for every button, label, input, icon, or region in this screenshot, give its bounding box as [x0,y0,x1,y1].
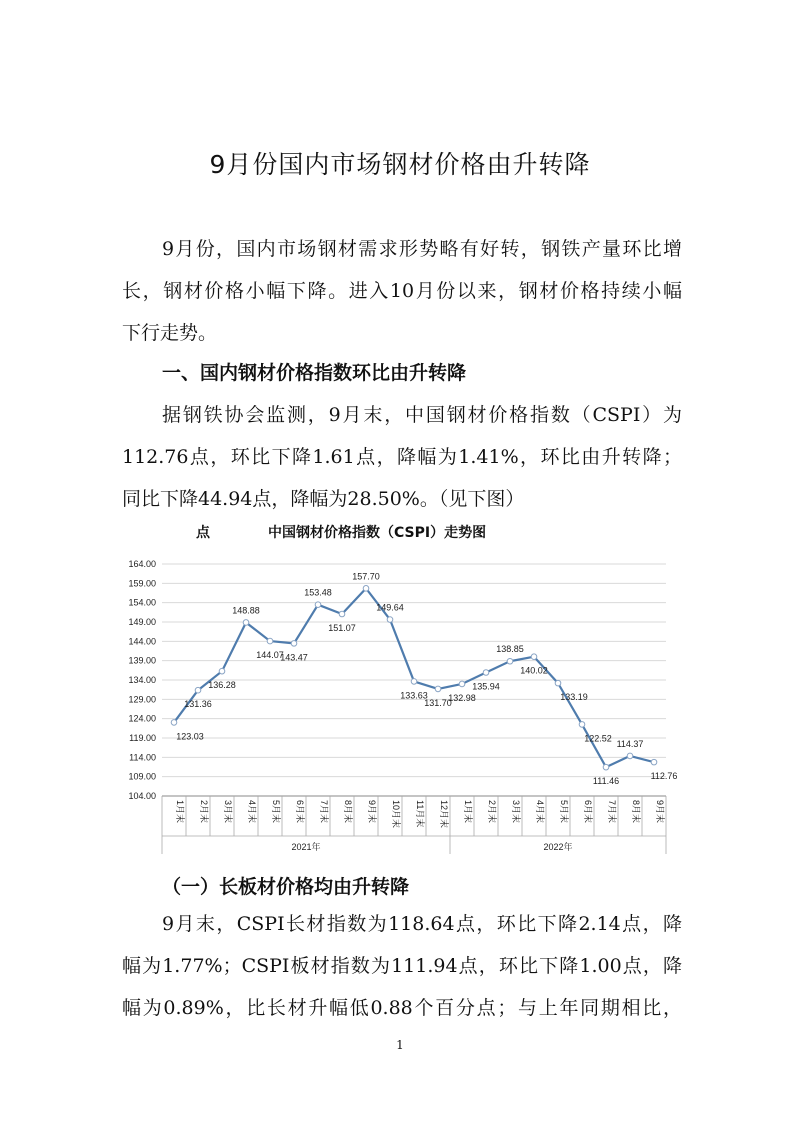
x-tick-label: 9月末 [655,800,665,824]
x-tick-label: 4月末 [247,800,257,824]
index-paragraph [122,394,682,520]
y-tick-label: 129.00 [128,694,156,705]
x-tick-label: 7月末 [319,800,329,824]
data-point [411,679,417,685]
long-flat-paragraph [122,903,682,1029]
data-point [171,720,177,726]
paragraph-line: 幅为0.89%，比长材升幅低0.88个百分点；与上年同期相比， [122,997,682,1019]
x-tick-label: 4月末 [535,800,545,824]
y-tick-label: 144.00 [128,636,156,647]
data-point [291,641,297,647]
paragraph-line: 据钢铁协会监测，9月末，中国钢材价格指数（CSPI）为 [162,404,682,426]
x-tick-label: 8月末 [631,800,641,824]
y-tick-label: 104.00 [128,791,156,801]
data-label: 131.70 [424,697,452,708]
intro-paragraph [122,228,682,354]
section-heading: 一、国内钢材价格指数环比由升转降 [162,362,467,384]
data-label: 135.94 [472,681,500,692]
data-label: 136.28 [208,680,236,691]
cspi-line-chart [110,548,680,858]
page-title: 9月份国内市场钢材价格由升转降 [209,150,591,179]
data-label: 131.36 [184,699,212,710]
x-tick-label: 6月末 [583,800,593,824]
data-label: 144.07 [256,650,284,661]
data-label: 111.46 [592,776,620,787]
data-label: 133.19 [560,692,588,703]
x-tick-label: 5月末 [271,800,281,824]
x-tick-label: 8月末 [343,800,353,824]
data-point [339,611,345,617]
data-point [603,764,609,770]
paragraph-line: 长，钢材价格小幅下降。进入10月份以来，钢材价格持续小幅 [122,280,682,302]
data-point [627,753,633,759]
y-tick-label: 149.00 [128,617,156,627]
x-group-label: 2022年 [543,842,573,852]
paragraph-line: 9月份，国内市场钢材需求形势略有好转，钢铁产量环比增 [162,238,682,260]
chart-title: 中国钢材价格指数（CSPI）走势图 [268,525,487,541]
chart-unit-label: 点 [196,525,210,541]
data-point [243,620,249,626]
y-tick-label: 139.00 [128,655,156,666]
paragraph-line: 下行走势。 [122,322,218,344]
data-label: 149.64 [376,602,404,613]
data-label: 133.63 [400,690,428,701]
data-point [219,668,225,674]
x-tick-label: 7月末 [607,800,617,824]
data-point [435,686,441,692]
data-label: 148.88 [232,605,260,616]
data-point [387,617,393,623]
data-point [483,670,489,676]
y-tick-label: 109.00 [128,771,156,782]
data-point [267,638,273,644]
data-label: 143.47 [280,652,308,663]
x-tick-label: 3月末 [511,800,521,824]
data-point [531,654,537,660]
paragraph-line: 同比下降44.94点，降幅为28.50%。（见下图） [122,488,525,510]
x-tick-label: 3月末 [223,800,233,824]
page-number: 1 [396,1038,404,1052]
y-tick-label: 159.00 [128,578,156,589]
x-tick-label: 1月末 [175,800,185,824]
subsection-heading: （一）长板材价格均由升转降 [162,876,410,898]
data-point [507,658,513,664]
data-point [315,602,321,608]
x-tick-label: 9月末 [367,800,377,824]
x-tick-label: 2月末 [487,800,497,824]
data-label: 138.85 [496,644,524,655]
data-label: 132.98 [448,692,476,703]
x-tick-label: 2月末 [199,800,209,824]
data-point [459,681,465,687]
data-label: 153.48 [304,587,332,598]
x-tick-label: 10月末 [391,800,401,829]
data-point [651,759,657,765]
data-label: 157.70 [352,571,380,582]
data-point [555,680,561,686]
x-tick-label: 1月末 [463,800,473,824]
paragraph-line: 112.76点，环比下降1.61点，降幅为1.41%，环比由升转降； [122,446,682,468]
x-tick-label: 5月末 [559,800,569,824]
data-label: 122.52 [584,733,612,744]
data-point [363,586,369,592]
x-group-label: 2021年 [291,842,321,852]
paragraph-line: 9月末，CSPI长材指数为118.64点，环比下降2.14点，降 [162,913,682,935]
data-label: 151.07 [328,622,356,633]
data-point [579,722,585,728]
data-label: 140.02 [520,665,548,676]
x-tick-label: 6月末 [295,800,305,824]
paragraph-line: 幅为1.77%；CSPI板材指数为111.94点，环比下降1.00点，降 [122,955,682,977]
y-tick-label: 114.00 [129,752,156,763]
data-label: 112.76 [650,771,678,782]
x-tick-label: 12月末 [439,800,449,829]
y-tick-label: 124.00 [128,713,156,724]
y-tick-label: 154.00 [128,597,156,608]
data-point [195,687,201,693]
y-tick-label: 164.00 [128,559,156,569]
data-label: 123.03 [176,731,204,742]
y-tick-label: 134.00 [128,675,156,685]
x-tick-label: 11月末 [415,800,425,828]
data-label: 114.37 [616,738,644,749]
y-tick-label: 119.00 [129,733,156,743]
